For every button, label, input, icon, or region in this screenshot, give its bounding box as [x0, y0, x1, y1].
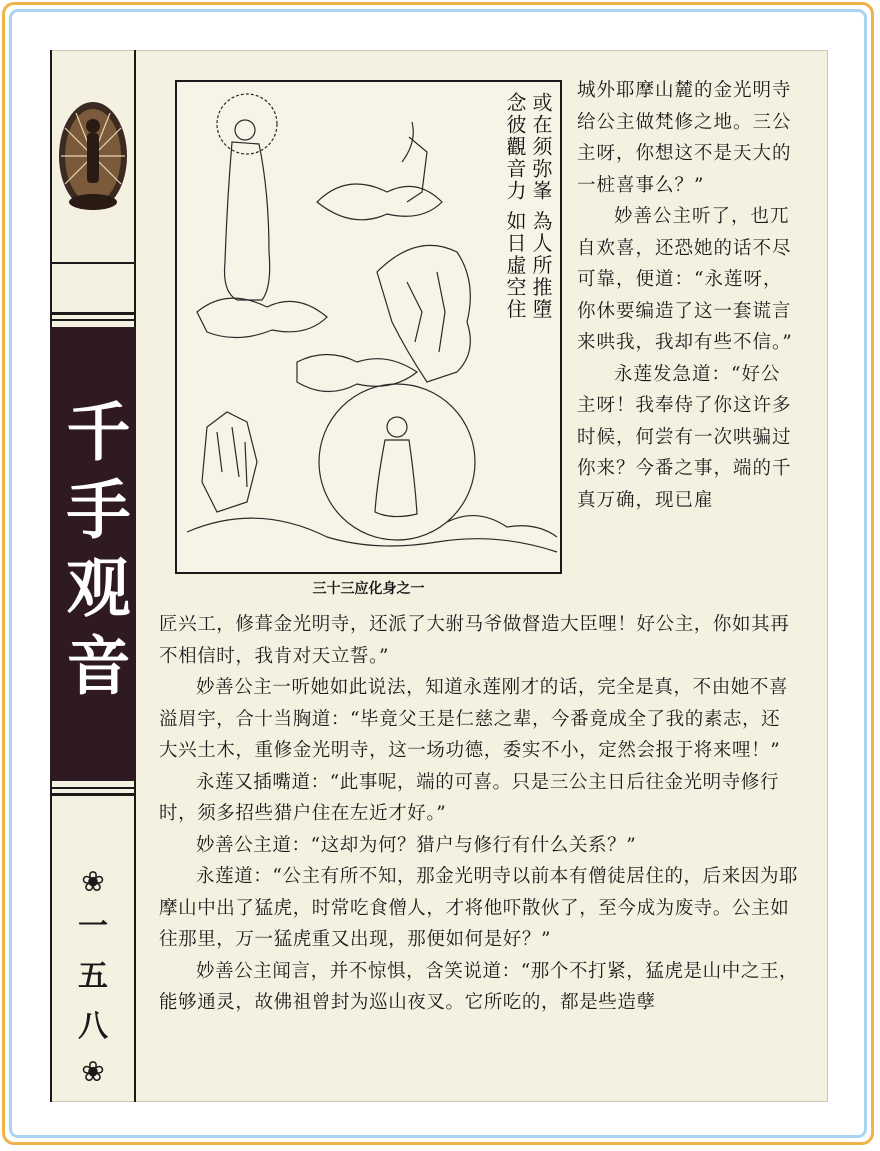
- guanyin-emblem-icon: [56, 98, 130, 220]
- page-number: [50, 862, 136, 1092]
- paragraph: 永莲又插嘴道：“此事呢，端的可喜。只是三公主日后往金光明寺修行时，须多招些猎户住在左近才好。”: [159, 771, 780, 824]
- book-title-block: [50, 327, 136, 781]
- sidebar: [50, 50, 136, 1102]
- paragraph: 永莲道：“公主有所不知，那金光明寺以前本有僧徒居住的，后来因为耶摩山中出了猛虎，时常吃食僧人，才将他吓散伙了，至今成为废寺。公主如往那里，万一猛虎重又出现，那便如何是好？”: [159, 866, 799, 950]
- sidebar-divider: [50, 262, 136, 264]
- woodcut-illustration: [175, 80, 562, 574]
- full-width-text: [159, 609, 799, 1019]
- page-number-digit: 五: [78, 959, 108, 994]
- flower-icon: ❀: [81, 865, 105, 898]
- paragraph: 妙善公主闻言，并不惊惧，含笑说道：“那个不打紧，猛虎是山中之王，能够通灵，故佛祖曾封为巡山夜叉。它所吃的，都是些造孽: [159, 960, 799, 1013]
- sidebar-divider: [50, 787, 136, 789]
- page-number-digit: 一: [78, 909, 108, 944]
- sidebar-divider: [50, 319, 136, 321]
- illustration-caption: 三十三应化身之一: [312, 581, 425, 597]
- page-number-digit: 八: [78, 1009, 108, 1044]
- poem-line: 念彼觀音力 如日虛空住: [503, 92, 527, 321]
- paragraph: 妙善公主听了，也兀自欢喜，还恐她的话不尽可靠，便道：“永莲呀，你休要编造了这一套谎言来哄我，我却有些不信。”: [577, 206, 793, 353]
- book-title: 千手观音: [55, 398, 131, 710]
- paragraph: 匠兴工，修葺金光明寺，还派了大驸马爷做督造大臣哩！好公主，你如其再不相信时，我肯对天立誓。”: [159, 614, 790, 667]
- sidebar-divider: [50, 793, 136, 796]
- flower-icon: ❀: [81, 1055, 105, 1088]
- paragraph: 永莲发急道：“好公主呀！我奉侍了你这许多时候，何尝有一次哄骗过你来？今番之事，端的千真万确，现已雇: [577, 363, 792, 511]
- illustration-poem: [502, 92, 554, 402]
- sidebar-divider: [50, 312, 136, 315]
- poem-line: 或在须弥峯 為人所推墮: [529, 92, 553, 321]
- paragraph: 城外耶摩山麓的金光明寺给公主做梵修之地。三公主呀，你想这不是天大的一桩喜事么？”: [577, 80, 792, 196]
- paragraph: 妙善公主道：“这却为何？猎户与修行有什么关系？”: [196, 834, 637, 856]
- right-column-text: [577, 75, 797, 516]
- paragraph: 妙善公主一听她如此说法，知道永莲刚才的话，完全是真，不由她不喜溢眉宇，合十当胸道：“毕竟父王是仁慈之辈，今番竟成全了我的素志，还大兴土木，重修金光明寺，这一场功德，委实不小，定然会报于将来哩！”: [159, 677, 789, 761]
